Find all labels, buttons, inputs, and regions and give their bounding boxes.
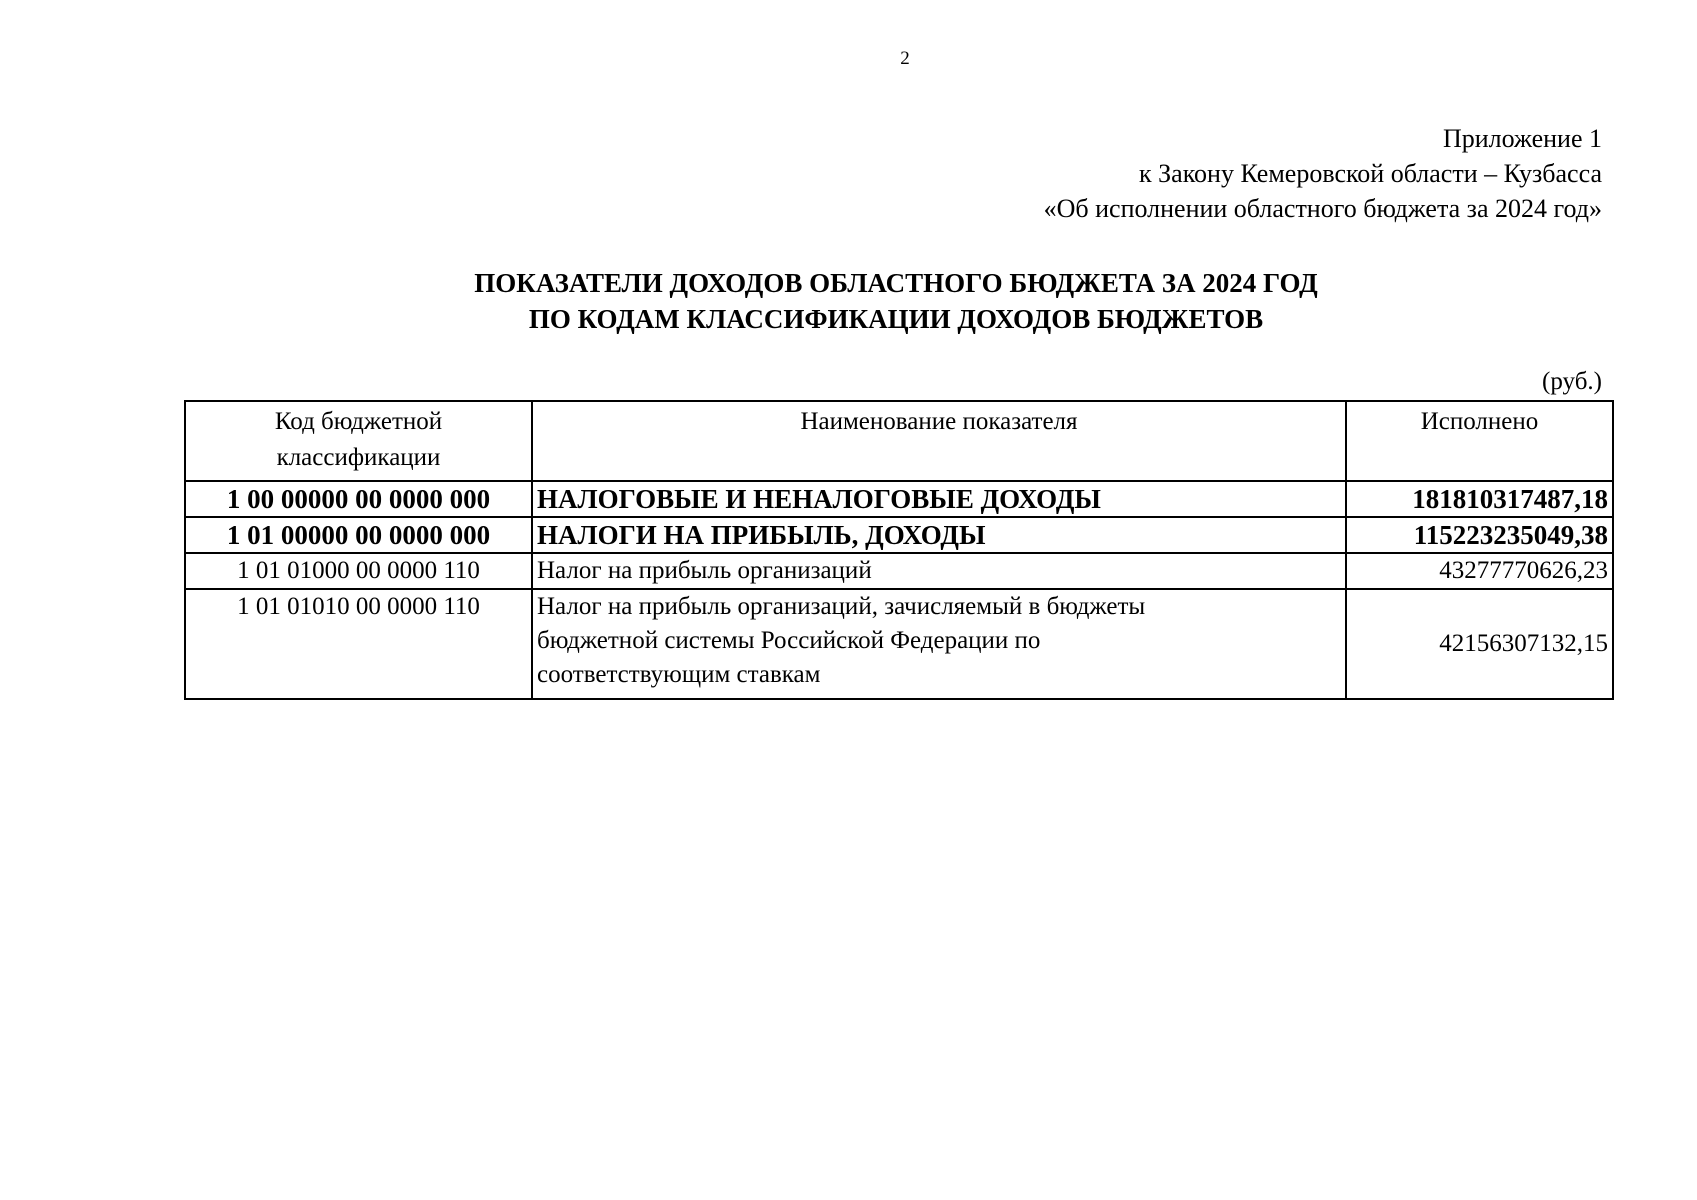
title-line-2: ПО КОДАМ КЛАССИФИКАЦИИ ДОХОДОВ БЮДЖЕТОВ: [528, 304, 1264, 334]
row-name-line-1: Налог на прибыль организаций, зачисляемый в бюджеты: [537, 593, 1146, 620]
row-code: 1 01 01000 00 0000 110: [185, 553, 532, 589]
row-code: 1 01 00000 00 0000 000: [185, 517, 532, 553]
row-name: [532, 589, 1346, 699]
row-name-line-3: соответствующим ставкам: [537, 661, 821, 688]
title-line-1: ПОКАЗАТЕЛИ ДОХОДОВ ОБЛАСТНОГО БЮДЖЕТА ЗА 2024 ГОД: [474, 268, 1318, 298]
row-value: 43277770626,23: [1346, 553, 1613, 589]
header-code: [185, 401, 532, 481]
document-title: [180, 265, 1612, 337]
appendix-header: [1044, 121, 1602, 226]
row-code: 1 00 00000 00 0000 000: [185, 481, 532, 517]
header-name: Наименование показателя: [532, 401, 1346, 481]
table-row: [185, 481, 1613, 517]
row-name: Налог на прибыль организаций: [532, 553, 1346, 589]
header-code-line-1: Код бюджетной: [274, 408, 443, 435]
row-name: НАЛОГИ НА ПРИБЫЛЬ, ДОХОДЫ: [532, 517, 1346, 553]
row-name-line-2: бюджетной системы Российской Федерации по: [537, 627, 1041, 654]
header-code-line-2: классификации: [276, 444, 441, 471]
appendix-line-3: «Об исполнении областного бюджета за 2024 год»: [1043, 194, 1602, 223]
row-name: НАЛОГОВЫЕ И НЕНАЛОГОВЫЕ ДОХОДЫ: [532, 481, 1346, 517]
row-value: 42156307132,15: [1346, 589, 1613, 699]
appendix-line-2: к Закону Кемеровской области – Кузбасса: [1139, 159, 1602, 188]
row-value: 115223235049,38: [1346, 517, 1613, 553]
row-value: 181810317487,18: [1346, 481, 1613, 517]
header-value: Исполнено: [1346, 401, 1613, 481]
row-code: 1 01 01010 00 0000 110: [185, 589, 532, 699]
page-number: 2: [900, 48, 910, 69]
table-row: [185, 553, 1613, 589]
units-label: (руб.): [1542, 368, 1602, 395]
table-row: [185, 589, 1613, 699]
table-row: [185, 517, 1613, 553]
table-header-row: [185, 401, 1613, 481]
appendix-line-1: Приложение 1: [1442, 124, 1602, 153]
income-table: [184, 400, 1614, 700]
